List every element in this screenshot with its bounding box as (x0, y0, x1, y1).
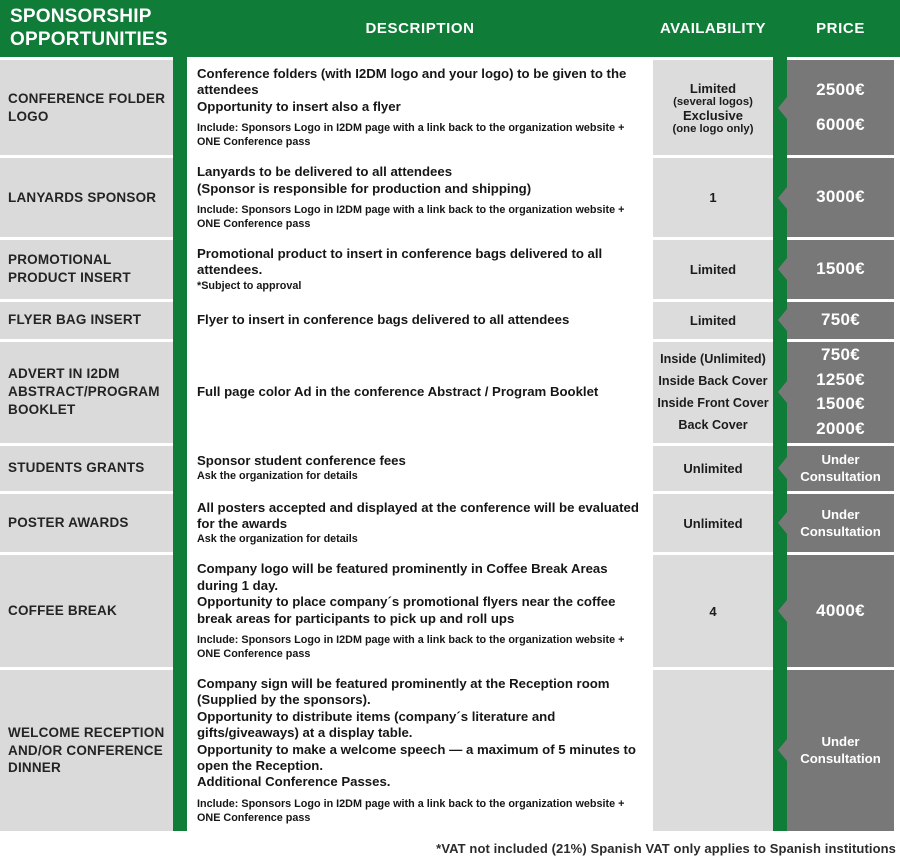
table-row-students-grants (0, 446, 900, 491)
row-label: PROMOTIONAL PRODUCT INSERT (0, 240, 173, 299)
description-line: Opportunity to insert also a flyer (197, 98, 401, 114)
description-line: Opportunity to distribute items (company´s literature and gifts/giveaways) at a display table. (197, 708, 556, 741)
description-line: Full page color Ad in the conference Abstract / Program Booklet (197, 383, 599, 399)
price-value: 2000€ (816, 418, 865, 438)
description-note: Include: Sponsors Logo in I2DM page with a link back to the organization website + ONE Conference pass (197, 122, 625, 149)
row-availability (653, 446, 773, 491)
row-description (187, 342, 653, 443)
price-value: Under Consultation (800, 452, 881, 485)
price-badge (787, 60, 894, 155)
table-header (0, 0, 900, 57)
row-availability (653, 342, 773, 443)
vat-footnote: *VAT not included (21%) Spanish VAT only applies to Spanish institutions (436, 840, 896, 856)
price-value: 3000€ (816, 187, 865, 207)
price-value: 750€ (820, 345, 861, 365)
row-availability (653, 158, 773, 237)
availability-line: 4 (709, 603, 717, 619)
column-header-availability: AVAILABILITY (660, 20, 766, 37)
price-value: 4000€ (816, 600, 865, 620)
row-availability (653, 60, 773, 155)
price-value: 2500€ (816, 80, 865, 100)
availability-line: Unlimited (683, 460, 743, 476)
row-availability (653, 494, 773, 553)
row-label: WELCOME RECEPTION AND/OR CONFERENCE DINNER (0, 670, 173, 831)
description-line: Company logo will be featured prominently in Coffee Break Areas during 1 day. (197, 561, 608, 593)
availability-line: Inside Front Cover (657, 396, 769, 411)
price-value: 750€ (820, 309, 861, 329)
table-row-coffee-break (0, 555, 900, 667)
row-description (187, 670, 653, 831)
availability-line: Unlimited (683, 515, 743, 531)
availability-line: Inside (Unlimited) (660, 352, 766, 367)
description-note: Include: Sponsors Logo in I2DM page with a link back to the organization website + ONE Conference pass (197, 203, 625, 230)
header-spacer (773, 0, 787, 57)
row-label: STUDENTS GRANTS (0, 446, 173, 491)
column-header-price: PRICE (816, 20, 865, 37)
row-description (187, 60, 653, 155)
price-badge (787, 158, 894, 237)
table-row-lanyards-sponsor (0, 158, 900, 237)
description-note: Ask the organization for details (197, 533, 358, 546)
row-description (187, 494, 653, 553)
price-value: Under Consultation (800, 506, 881, 540)
description-line: Flyer to insert in conference bags delivered to all attendees (197, 311, 570, 327)
row-description (187, 240, 653, 299)
row-label: CONFERENCE FOLDER LOGO (0, 60, 173, 155)
price-value: 1500€ (816, 259, 865, 279)
description-line: Additional Conference Passes. (197, 774, 391, 790)
availability-line: Back Cover (678, 418, 748, 433)
price-badge (787, 494, 894, 553)
row-label: POSTER AWARDS (0, 494, 173, 553)
row-description (187, 302, 653, 339)
price-value: Under Consultation (800, 734, 881, 767)
row-availability (653, 555, 773, 667)
availability-line: Inside Back Cover (658, 374, 768, 389)
price-badge (787, 342, 894, 443)
table-row-welcome-reception-dinner (0, 670, 900, 831)
row-label: FLYER BAG INSERT (0, 302, 173, 339)
availability-line: Limited (689, 261, 737, 277)
description-note: Ask the organization for details (197, 470, 358, 483)
price-badge (787, 302, 894, 339)
page-title: SPONSORSHIP OPPORTUNITIES (10, 6, 168, 50)
description-note: Include: Sponsors Logo in I2DM page with a link back to the organization website + ONE Conference pass (197, 797, 625, 824)
price-badge (787, 446, 894, 491)
row-availability (653, 670, 773, 831)
description-line: Lanyards to be delivered to all attendees (197, 164, 453, 180)
table-row-conference-folder-logo (0, 60, 900, 155)
price-value: 1250€ (816, 369, 865, 389)
column-header-description: DESCRIPTION (365, 20, 475, 37)
price-badge (787, 555, 894, 667)
description-line: Sponsor student conference fees (197, 452, 406, 468)
description-line: Company sign will be featured prominently at the Reception room (Supplied by the sponsors). (197, 676, 610, 708)
row-availability (653, 240, 773, 299)
availability-line: Limited (689, 312, 737, 328)
table-row-promotional-product-insert (0, 240, 900, 299)
price-value: 1500€ (816, 394, 865, 414)
description-line: Opportunity to place company´s promotional flyers near the coffee break areas for participants to pick up and roll ups (197, 594, 616, 626)
description-line: Promotional product to insert in conference bags delivered to all attendees. (197, 245, 603, 278)
availability-line: (one logo only) (672, 122, 754, 135)
row-label: LANYARDS SPONSOR (0, 158, 173, 237)
description-note: Include: Sponsors Logo in I2DM page with a link back to the organization website + ONE Conference pass (197, 633, 625, 660)
row-description (187, 555, 653, 667)
row-label: ADVERT IN I2DM ABSTRACT/PROGRAM BOOKLET (0, 342, 173, 443)
availability-line: 1 (709, 190, 717, 206)
price-badge (787, 240, 894, 299)
description-note: *Subject to approval (197, 279, 302, 292)
availability-line: (several logos) (673, 95, 753, 108)
table-row-flyer-bag-insert (0, 302, 900, 339)
price-value: 6000€ (816, 114, 865, 134)
description-line: Opportunity to make a welcome speech — a maximum of 5 minutes to open the Reception. (197, 741, 636, 773)
row-availability (653, 302, 773, 339)
table-row-poster-awards (0, 494, 900, 553)
availability-line: Limited (689, 80, 737, 96)
row-label: COFFEE BREAK (0, 555, 173, 667)
description-line: Conference folders (with I2DM logo and your logo) to be given to the attendees (197, 66, 627, 98)
description-line: (Sponsor is responsible for production and shipping) (197, 180, 532, 196)
table-row-advert-booklet (0, 342, 900, 443)
price-badge (787, 670, 894, 831)
description-line: All posters accepted and displayed at the conference will be evaluated for the awards (197, 499, 639, 532)
row-description (187, 446, 653, 491)
availability-line: Exclusive (683, 107, 743, 123)
row-description (187, 158, 653, 237)
